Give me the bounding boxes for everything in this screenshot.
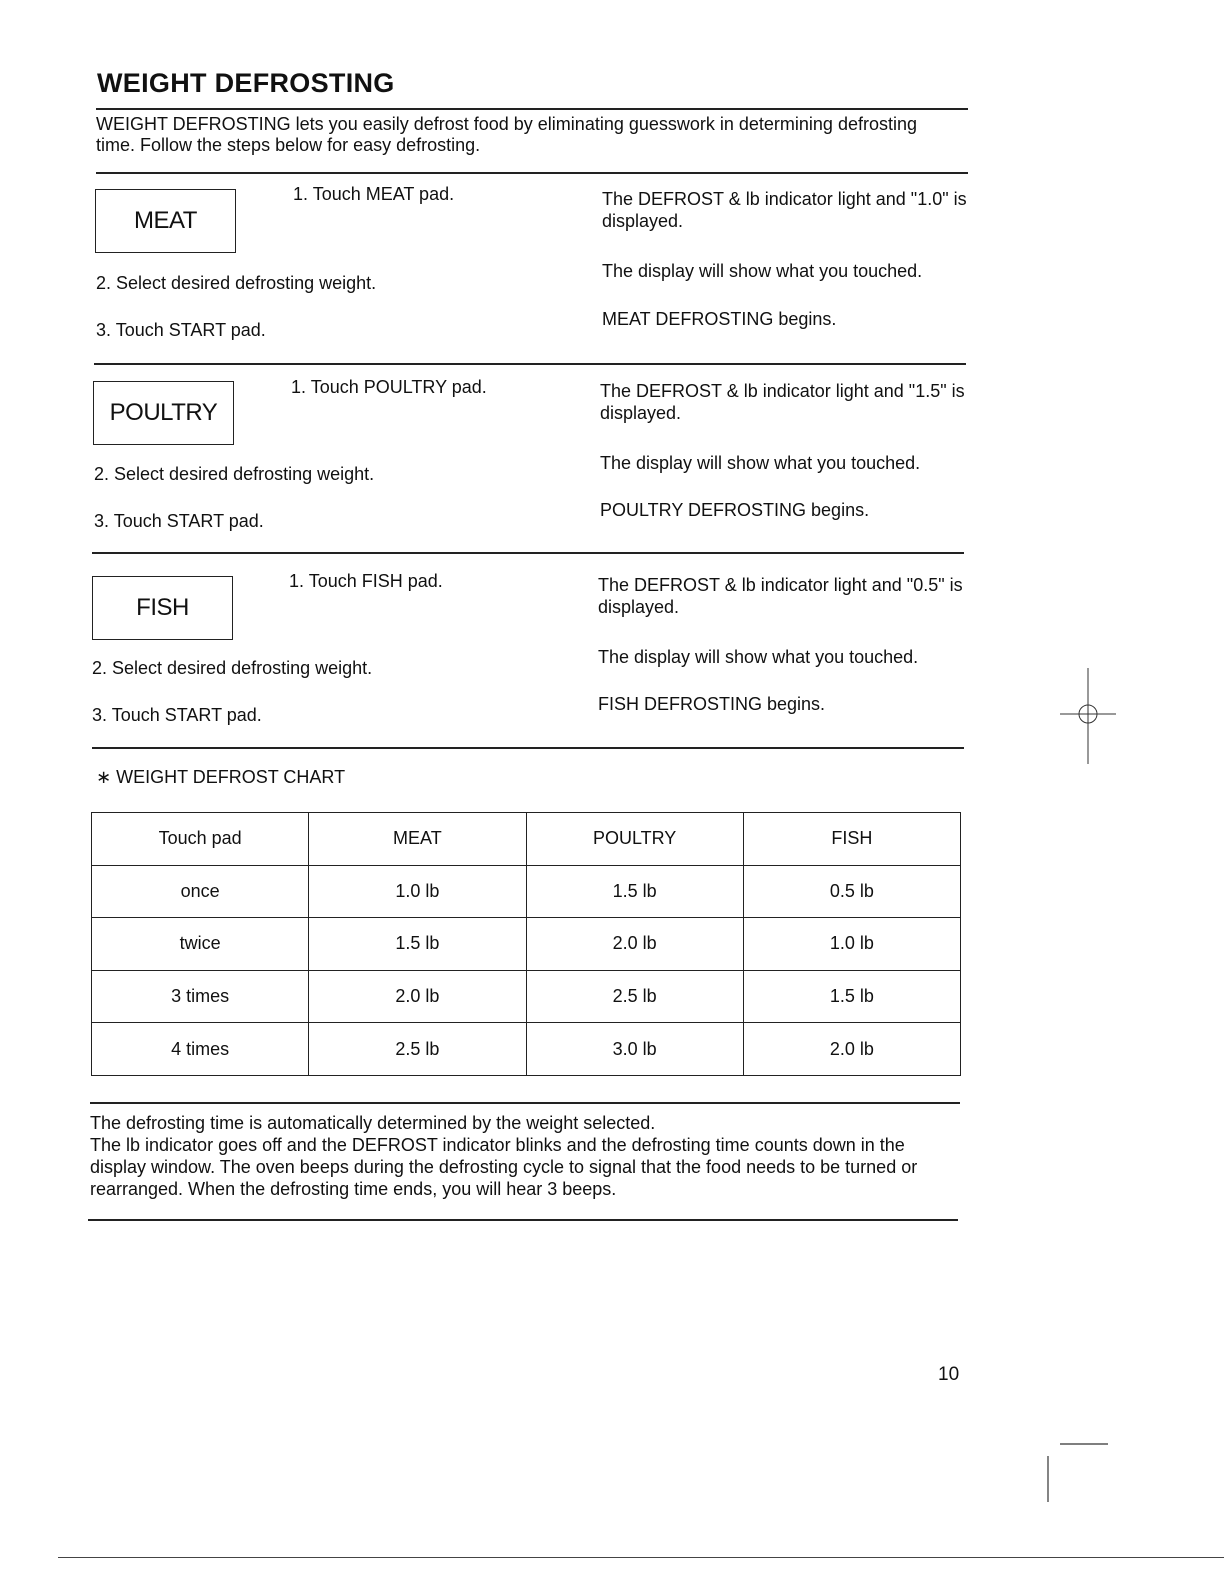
header-fish: FISH (743, 813, 960, 866)
section-divider (94, 363, 966, 365)
cell-poultry-weight: 1.5 lb (526, 865, 743, 918)
page-title: WEIGHT DEFROSTING (97, 68, 395, 98)
meat-step-3: 3. Touch START pad. (96, 320, 266, 340)
cell-meat-weight: 2.5 lb (309, 1023, 526, 1076)
intro-text: WEIGHT DEFROSTING lets you easily defrost food by eliminating guesswork in determining defrosting time. Follow the steps below for easy defrosting. (96, 114, 917, 155)
registration-mark-icon (1060, 668, 1116, 764)
table-row (92, 865, 961, 918)
section-divider (96, 172, 968, 174)
header-poultry: POULTRY (526, 813, 743, 866)
poultry-result-3: POULTRY DEFROSTING begins. (600, 500, 870, 520)
header-meat: MEAT (309, 813, 526, 866)
note-auto-time: The defrosting time is automatically determined by the weight selected. (90, 1113, 656, 1133)
poultry-step-1: 1. Touch POULTRY pad. (291, 377, 487, 397)
weight-defrost-table (91, 812, 961, 1076)
page-number: 10 (938, 1364, 960, 1385)
fish-result-2: The display will show what you touched. (598, 647, 919, 667)
poultry-pad: POULTRY (93, 381, 234, 445)
fish-pad: FISH (92, 576, 233, 640)
table-row (92, 1023, 961, 1076)
cell-touch-count: 3 times (92, 970, 309, 1023)
cell-fish-weight: 1.5 lb (743, 970, 960, 1023)
meat-pad: MEAT (95, 189, 236, 253)
poultry-step-3: 3. Touch START pad. (94, 511, 264, 531)
header-touch-pad: Touch pad (92, 813, 309, 866)
cell-meat-weight: 1.5 lb (309, 918, 526, 971)
meat-result-2: The display will show what you touched. (602, 261, 923, 281)
cell-poultry-weight: 2.0 lb (526, 918, 743, 971)
cell-poultry-weight: 2.5 lb (526, 970, 743, 1023)
notes-divider (88, 1219, 958, 1221)
notes-divider (90, 1102, 960, 1104)
cell-meat-weight: 2.0 lb (309, 970, 526, 1023)
cell-fish-weight: 1.0 lb (743, 918, 960, 971)
meat-result-3: MEAT DEFROSTING begins. (602, 309, 837, 329)
meat-step-1: 1. Touch MEAT pad. (293, 184, 455, 204)
fish-result-1: The DEFROST & lb indicator light and "0.5" is displayed. (598, 575, 963, 617)
section-divider (92, 747, 964, 749)
cell-fish-weight: 0.5 lb (743, 865, 960, 918)
cell-touch-count: twice (92, 918, 309, 971)
table-row (92, 970, 961, 1023)
cell-touch-count: 4 times (92, 1023, 309, 1076)
poultry-step-2: 2. Select desired defrosting weight. (94, 464, 375, 484)
title-divider (96, 108, 968, 110)
fish-step-2: 2. Select desired defrosting weight. (92, 658, 373, 678)
cell-meat-weight: 1.0 lb (309, 865, 526, 918)
poultry-result-1: The DEFROST & lb indicator light and "1.5" is displayed. (600, 381, 965, 423)
poultry-result-2: The display will show what you touched. (600, 453, 921, 473)
chart-title: ∗ WEIGHT DEFROST CHART (96, 767, 346, 787)
crop-mark-icon (1042, 1440, 1112, 1504)
fish-step-3: 3. Touch START pad. (92, 705, 262, 725)
meat-result-1: The DEFROST & lb indicator light and "1.0" is displayed. (602, 189, 967, 231)
section-divider (92, 552, 964, 554)
meat-step-2: 2. Select desired defrosting weight. (96, 273, 377, 293)
fish-step-1: 1. Touch FISH pad. (289, 571, 443, 591)
fish-result-3: FISH DEFROSTING begins. (598, 694, 826, 714)
cell-touch-count: once (92, 865, 309, 918)
table-header-row (92, 813, 961, 866)
cell-fish-weight: 2.0 lb (743, 1023, 960, 1076)
page-bottom-edge (58, 1557, 1224, 1558)
cell-poultry-weight: 3.0 lb (526, 1023, 743, 1076)
note-indicator-beeps: The lb indicator goes off and the DEFROST indicator blinks and the defrosting time counts down in the display window. The oven beeps during the defrosting cycle to signal that the food needs to be turned or rearranged. When the defrosting time ends, you will hear 3 beeps. (90, 1135, 918, 1199)
table-row (92, 918, 961, 971)
